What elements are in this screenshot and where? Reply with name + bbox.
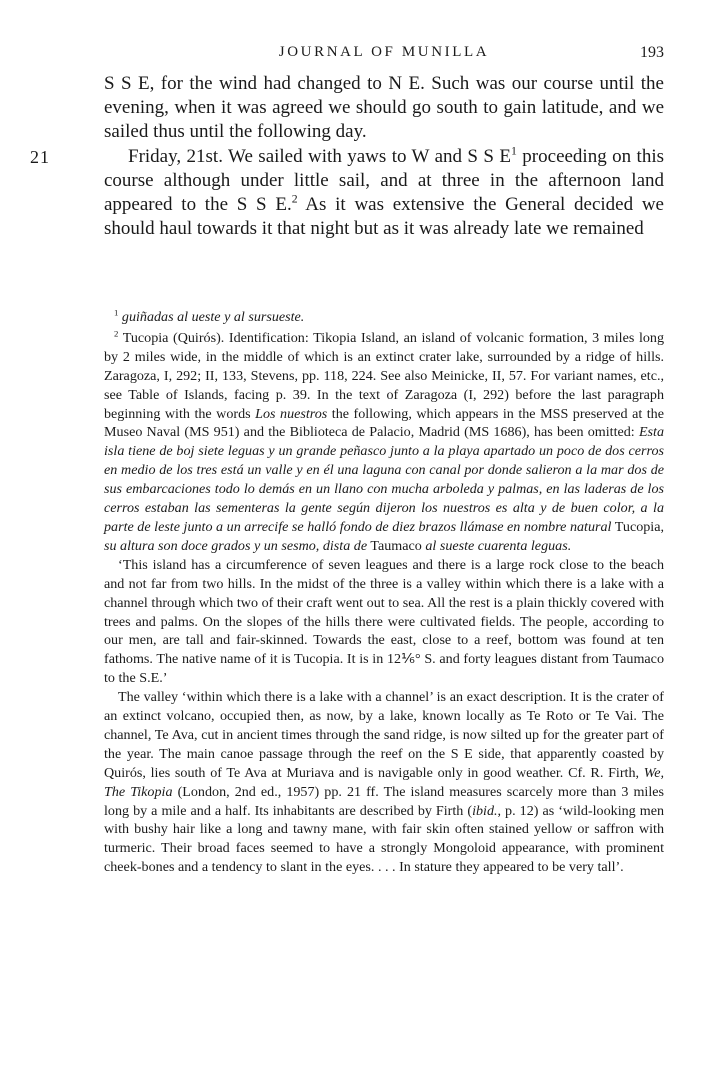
footnote-ref-2: 2 (291, 192, 298, 206)
commentary-text-b: (London, 2nd ed., 1957) pp. 21 ff. The island measures scarcely more than 3 miles long by a mile and a half. Its inhabitants are described by Firth ( (104, 783, 665, 819)
footnote-2-italic-los-nuestros: Los nuestros (255, 405, 328, 422)
footnote-2-commentary (104, 688, 664, 877)
footnote-1-text: guiñadas al ueste y al sursueste. (121, 309, 305, 325)
footnote-2-translation: ‘This island has a circumference of seven leagues and there is a large rock close to the beach and not far from two hills. In the midst of the three is a valley within which there is a lake with a channel through which two of their craft went out to sea. All the rest is a plain thickly covered with trees and palms. On the slopes of the hills there were cultivated fields. The people, according to our men, are tall and fair-skinned. Towards the east, close to a reef, bottom was found at ten fathoms. The native name of it is Tucopia. It is in 12⅙° S. and forty leagues distant from Taumaco to the S.E.’ (104, 556, 664, 687)
commentary-ibid: ibid. (472, 802, 498, 819)
footnote-2-text-b: the following, which appears in the MSS preserved at the Museo Naval (MS 951) and the Biblioteca de Palacio, Madrid (MS 1686), has been omitted: (104, 405, 664, 441)
commentary-book-title: We, The Tikopia (104, 764, 664, 800)
footnote-1-marker: 1 (114, 307, 119, 318)
commentary-text-a: The valley ‘within which there is a lake with a channel’ is an exact description. It is the crater of an extinct volcano, occupied then, as now, by a lake, known locally as Te Roto or Te Vai. The channel, Te Ava, cut in ancient times through the sand ridge, is now silted up for the greater part of the year. The main canoe passage through the reef on the S E side, that apparently coasted by Quirós, lies south of Te Ava at Muriava and is navigable only in good weather. Cf. R. Firth, (104, 689, 664, 781)
footnote-2-marker: 2 (114, 328, 119, 339)
margin-date: 21 (30, 146, 50, 167)
main-text (30, 72, 665, 241)
running-title: JOURNAL OF MUNILLA (278, 44, 490, 60)
page-number: 193 (640, 44, 664, 61)
footnote-2 (104, 329, 664, 556)
footnote-ref-1: 1 (511, 144, 517, 158)
footnote-2-spanish-b: su altura son doce grados y un sesmo, dista de (104, 537, 368, 554)
footnote-2-taumaco: Taumaco (370, 537, 422, 554)
commentary-text-c: , p. 12) as ‘wild-looking men with bushy hair like a long and tawny mane, with fair skin often stained yellow or saffron with turmeric. Their broad faces seemed to have a strongly Mongoloid appearance, with prominent cheek-bones and a tendency to slant in the eyes. . . . In stature they appeared to be very tall’. (104, 802, 664, 876)
entry-text-b: proceeding on this course although under little sail, and at three in the afternoon land appeared to the S S E. (104, 145, 665, 216)
main-paragraph-entry (30, 144, 665, 242)
footnote-1 (104, 308, 664, 327)
entry-text-c: As it was extensive the General decided we should haul towards it that night but as it was already late we remained (104, 194, 664, 240)
footnote-2-spanish-a: Esta isla tiene de boj siete leguas y un grande peñasco junto a la playa apartado un poco de dos cerros en medio de los tres está un valle y en él una laguna con canal por donde salieron a la mar dos de sus embarcaciones todo lo demás en un llano con mucha arboleda y palmas, en las laderas de los cerros estaban las sementeras la gente según dijeron los nuestros es alta y de buen color, a la parte de leste junto a un arrecife se halló fondo de diez brazos llámase en nombre natural (104, 424, 664, 535)
main-paragraph-continuation: S S E, for the wind had changed to N E. Such was our course until the evening, when it was agreed we should go south to gain latitude, and we sailed thus until the following day. (104, 73, 664, 143)
footnote-2-text: Tucopia (Quirós). Identification: Tikopia Island, an island of volcanic formation, 3 miles long by 2 miles wide, in the middle of which is an extinct crater lake, surrounded by a ridge of hills. Zaragoza, I, 292; II, 133, Stevens, pp. 118, 224. See also Meinicke, II, 57. For variant names, etc., see Table of Islands, facing p. 39. In the text of Zaragoza (I, 292) before the last paragraph beginning with the words (104, 329, 664, 422)
footnotes (104, 308, 664, 877)
entry-text-a: Friday, 21st. We sailed with yaws to W and S S E (128, 145, 511, 167)
running-head (104, 44, 664, 68)
footnote-2-spanish-c: al sueste cuarenta leguas. (425, 537, 572, 554)
footnote-2-tucopia: Tucopia, (614, 518, 664, 535)
